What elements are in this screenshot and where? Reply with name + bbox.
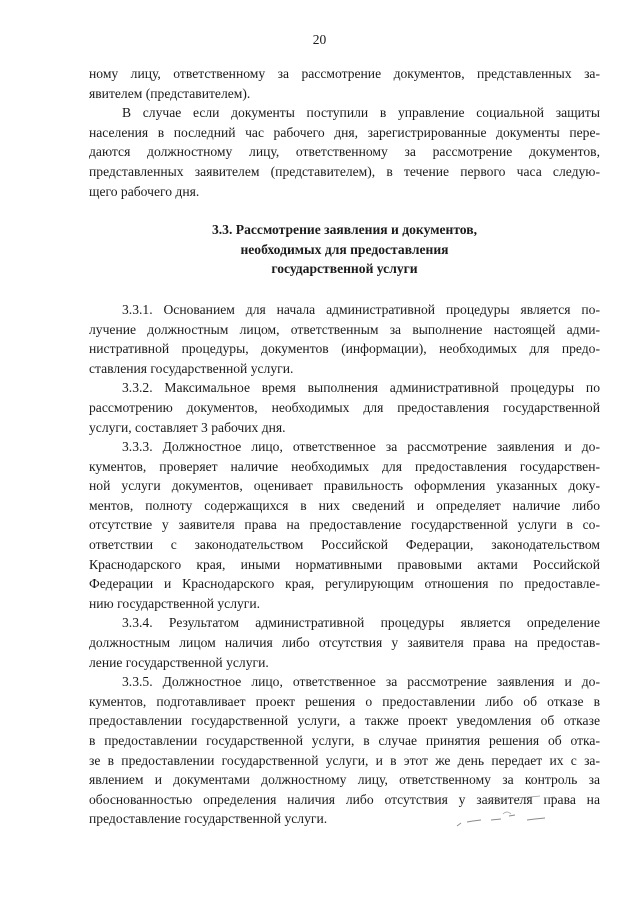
text-line: отсутствие у заявителя права на предоставление государственной услуги в со-	[89, 517, 600, 533]
text-line: рассмотрению документов, необходимых для предоставления государственной	[89, 399, 600, 415]
heading-line: 3.3. Рассмотрение заявления и документов,	[211, 222, 478, 238]
text-line: нистративной процедуры, документов (информации), необходимых для предо-	[89, 341, 600, 357]
text-line: явителем (представителем).	[89, 85, 251, 101]
text-line: обоснованностью определения наличия либо отсутствия у заявителя права на	[89, 791, 600, 807]
text-line: 3.3.3. Должностное лицо, ответственное за рассмотрение заявления и до-	[122, 439, 600, 455]
text-line: лучение должностным лицом, ответственным за выполнение настоящей адми-	[89, 321, 600, 337]
text-line: явлением и документами должностному лицу, ответственному за контроль за	[89, 772, 600, 788]
text-line: нию государственной услуги.	[89, 595, 261, 611]
text-line: предоставлении государственной услуги, а также проект уведомления об отказе	[89, 713, 600, 729]
text-line: Краснодарского края, иными нормативными правовыми актами Российской	[89, 556, 600, 572]
text-line: ному лицу, ответственному за рассмотрение документов, представленных за-	[89, 66, 600, 81]
text-line: В случае если документы поступили в управление социальной защиты	[122, 105, 600, 121]
text-line: кументов, проверяет наличие необходимых для предоставления государствен-	[89, 458, 600, 474]
text-line: ление государственной услуги.	[89, 654, 269, 670]
heading-line: государственной услуги	[271, 261, 418, 277]
paragraph	[89, 64, 600, 103]
text-line: 3.3.2. Максимальное время выполнения административной процедуры по	[122, 380, 600, 396]
text-line: Федерации и Краснодарского края, регулирующим отношения по предоставле-	[89, 576, 600, 592]
text-line: 3.3.4. Результатом административной процедуры является определение	[122, 615, 600, 631]
text-line: представленных заявителем (представителем), в течение первого часа следую-	[89, 163, 600, 179]
text-line: в предоставлении государственной услуги, в случае принятия решения об отка-	[89, 733, 600, 748]
text-line: кументов, подготавливает проект решения о предоставлении либо об отказе в	[89, 693, 600, 709]
paragraph	[89, 300, 600, 378]
text-line: ной услуги документов, оценивает правильность оформления указанных доку-	[89, 478, 600, 494]
paragraph	[89, 613, 600, 672]
text-line: щего рабочего дня.	[89, 183, 200, 199]
page-number: 20	[312, 32, 327, 47]
text-line: ментов, полноту содержащихся в них сведений и определяет наличие либо	[89, 497, 600, 513]
paragraph	[89, 437, 600, 613]
paragraph	[89, 103, 600, 201]
section-3-3	[89, 300, 600, 829]
text-line: даются должностному лицу, ответственному за рассмотрение документов,	[89, 144, 600, 160]
section-heading	[89, 220, 600, 279]
intro-section	[89, 64, 600, 201]
text-line: предоставление государственной услуги.	[89, 811, 328, 827]
paragraph	[89, 378, 600, 437]
text-line: ставления государственной услуги.	[89, 360, 294, 376]
text-line: ответствии с законодательством Российской Федерации, законодательством	[89, 537, 600, 553]
text-line: 3.3.5. Должностное лицо, ответственное за рассмотрение заявления и до-	[122, 674, 600, 690]
heading-line: необходимых для предоставления	[240, 241, 449, 257]
text-line: зе в предоставлении государственной услуги, и в этот же день передает их с за-	[89, 752, 600, 768]
text-line: услуги, составляет 3 рабочих дня.	[89, 419, 286, 435]
document-body	[89, 64, 600, 829]
text-line: должностным лицом наличия либо отсутствия у заявителя права на предостав-	[89, 635, 600, 651]
text-line: 3.3.1. Основанием для начала административной процедуры является по-	[122, 301, 600, 317]
text-line: населения в последний час рабочего дня, зарегистрированные документы пере-	[89, 124, 600, 140]
signature-scribble	[445, 790, 575, 840]
